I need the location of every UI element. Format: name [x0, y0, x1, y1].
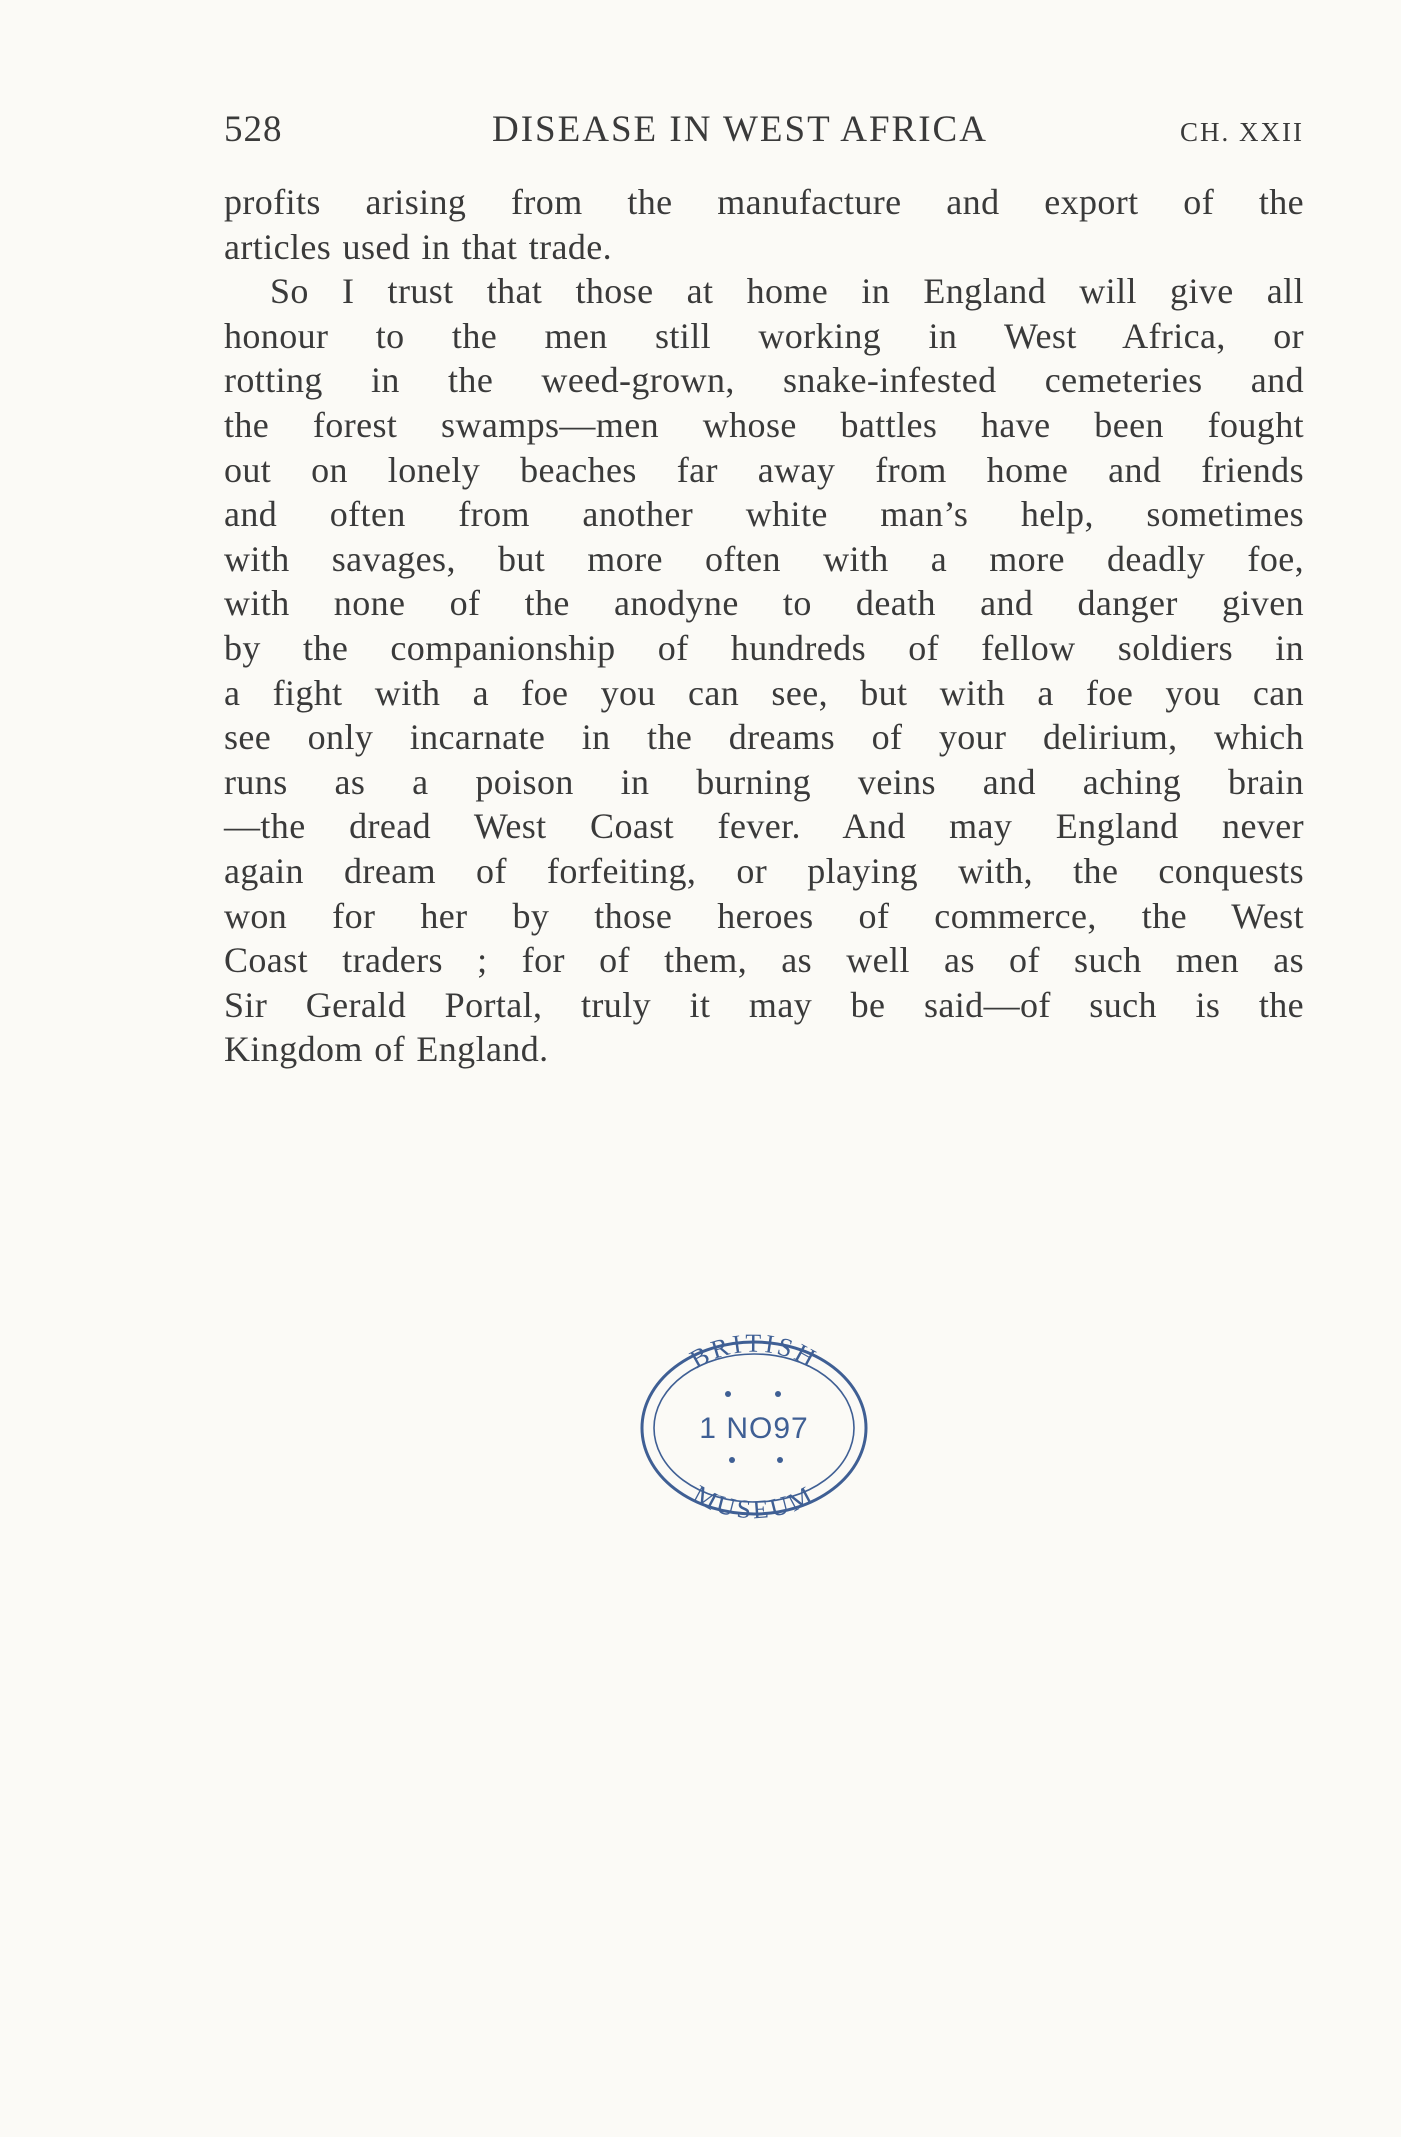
- running-head: [224, 108, 1304, 158]
- text-line: a fight with a foe you can see, but with a foe you can: [224, 672, 1304, 713]
- body-text: [224, 180, 1304, 1072]
- stamp-bottom-text: MUSEUM: [688, 1479, 820, 1525]
- text-line: Sir Gerald Portal, truly it may be said—of such is the: [224, 984, 1304, 1025]
- stamp-dot: [777, 1457, 783, 1463]
- text-line: articles used in that trade.: [224, 226, 613, 267]
- stamp-dot: [775, 1391, 781, 1397]
- text-line: and often from another white man’s help, sometimes: [224, 494, 1304, 535]
- text-line: runs as a poison in burning veins and aching brain: [224, 761, 1304, 802]
- text-line: with savages, but more often with a more deadly foe,: [224, 538, 1304, 579]
- museum-stamp: [636, 1330, 872, 1526]
- text-line: rotting in the weed-grown, snake-infested cemeteries and: [224, 360, 1304, 401]
- stamp-dot: [725, 1391, 731, 1397]
- text-line: again dream of forfeiting, or playing with, the conquests: [224, 850, 1304, 891]
- stamp-date: 1 NO97: [699, 1412, 809, 1445]
- chapter-label: CH. XXII: [1180, 117, 1304, 147]
- page-number: 528: [224, 109, 283, 150]
- text-line: Coast traders ; for of them, as well as of such men as: [224, 940, 1304, 981]
- stamp-top-text: BRITISH: [684, 1330, 823, 1375]
- text-line: the forest swamps—men whose battles have been fought: [224, 404, 1304, 445]
- text-line: profits arising from the manufacture and export of the: [224, 182, 1304, 222]
- text-line: with none of the anodyne to death and danger given: [224, 583, 1304, 624]
- text-line: by the companionship of hundreds of fellow soldiers in: [224, 627, 1304, 668]
- text-line: honour to the men still working in West Africa, or: [224, 315, 1304, 356]
- text-line: won for her by those heroes of commerce, the West: [224, 895, 1304, 936]
- stamp-dot: [729, 1457, 735, 1463]
- text-line: —the dread West Coast fever. And may England never: [224, 806, 1304, 847]
- text-line: see only incarnate in the dreams of your delirium, which: [224, 717, 1304, 758]
- text-line: out on lonely beaches far away from home and friends: [224, 449, 1304, 490]
- running-title: DISEASE IN WEST AFRICA: [492, 109, 988, 150]
- text-line: So I trust that those at home in England will give all: [270, 271, 1304, 312]
- text-line: Kingdom of England.: [224, 1029, 549, 1070]
